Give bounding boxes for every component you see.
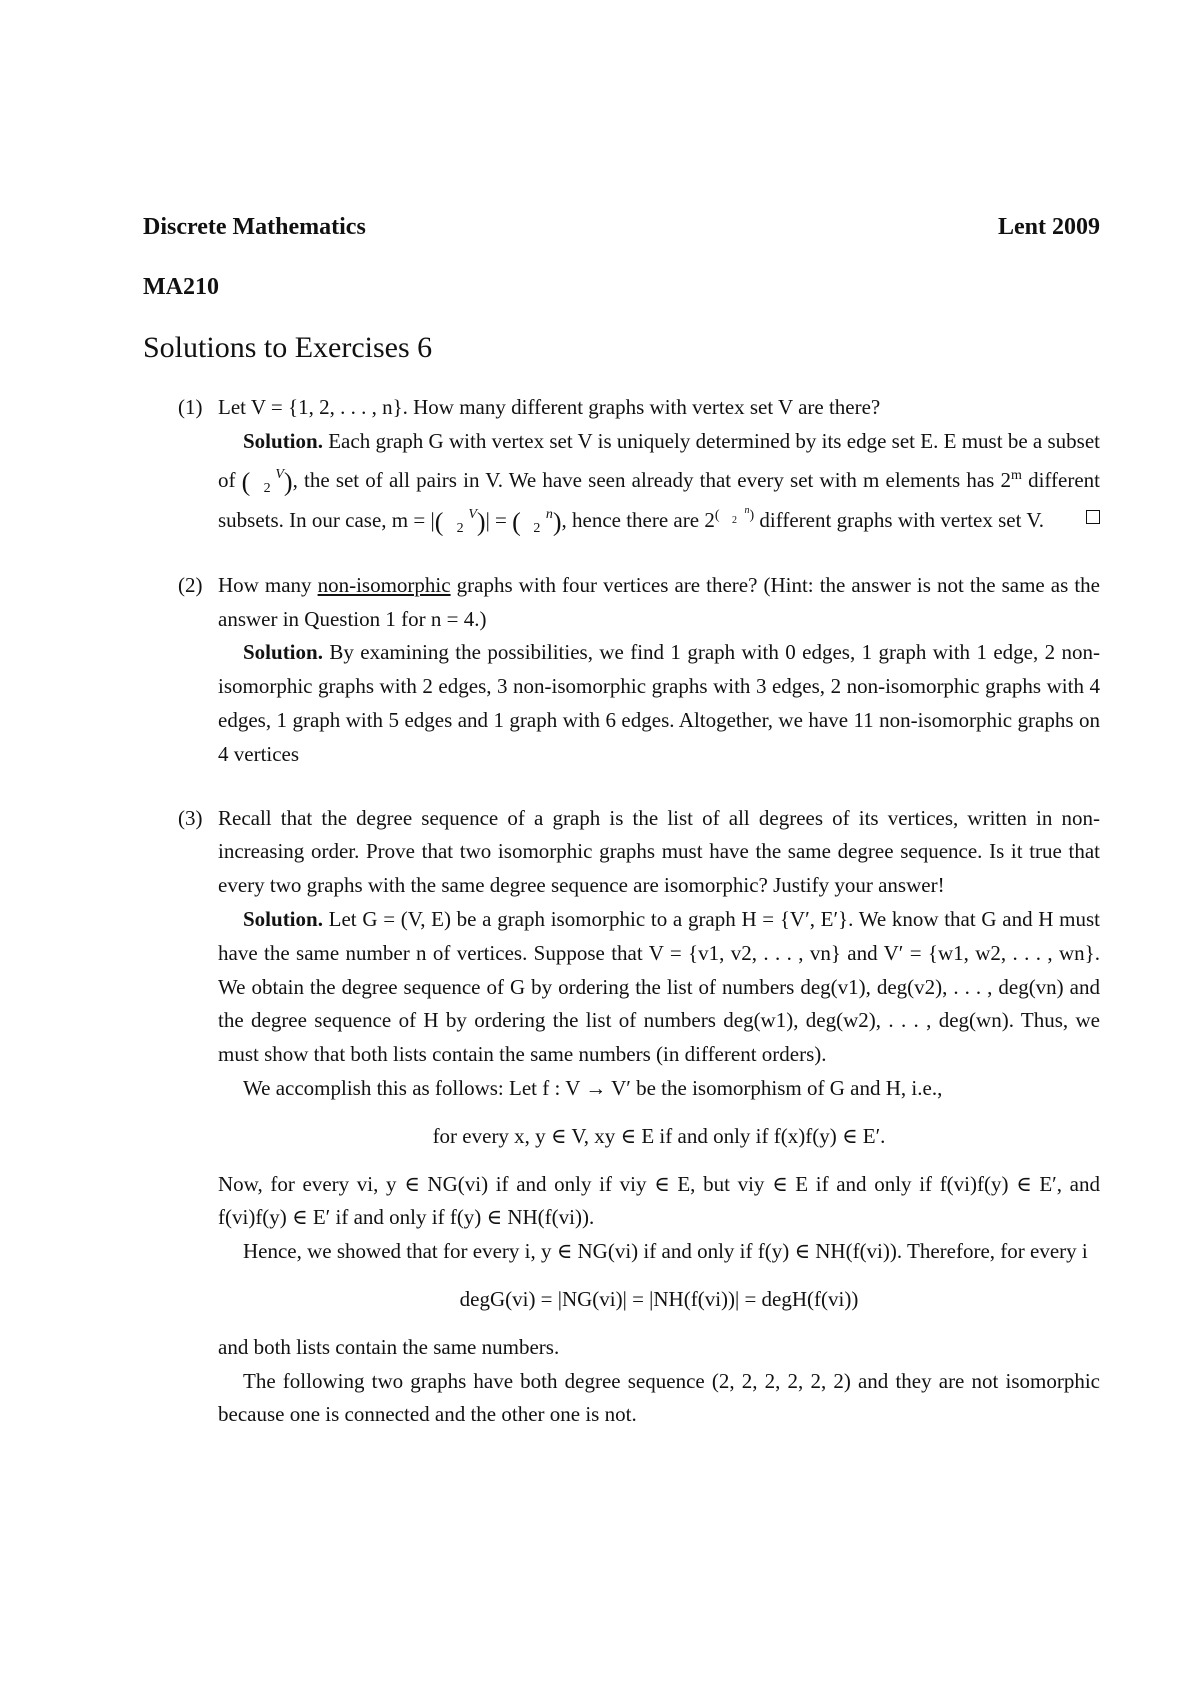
solution-paragraph-6: The following two graphs have both degree sequence (2, 2, 2, 2, 2, 2) and they are not isomorphic because one is connected and the other one is not.: [218, 1368, 1100, 1427]
question-number: (3): [178, 805, 203, 830]
question-text: Let V = {1, 2, . . . , n}. How many different graphs with vertex set V are there?: [218, 395, 881, 419]
underlined-term: non-isomorphic: [317, 572, 451, 597]
solution-label: Solution.: [243, 907, 323, 932]
question-number: (1): [178, 395, 203, 419]
solution-1: Solution. Each graph G with vertex set V is uniquely determined by its edge set E. E must be a subset of ( V 2 ), the set of all pairs in V. We have seen already that every set with m elements has 2$^m$ different subsets. In our case, m = |( V 2 )| = ( n 2 ), hence there are $2^{( n 2 )}$ different graphs with vertex set V.: [218, 428, 1100, 537]
solution-label: Solution.: [243, 640, 323, 665]
display-equation-2: degG(vi) = |NG(vi)| = |NH(f(vi))| = degH(f(vi)): [459, 1287, 859, 1312]
question-text-post: graphs with four vertices are there? (Hint: the answer is not the same as the answer in Question 1 for n = 4.): [218, 572, 1100, 631]
question-2: [143, 569, 1100, 772]
question-text-pre: How many: [218, 572, 318, 597]
solution-paragraph-5: and both lists contain the same numbers.: [218, 1334, 560, 1359]
solution-text-c: different subsets. In our case, m = |: [218, 467, 1100, 532]
course-name: Discrete Mathematics: [143, 214, 366, 240]
solution-text-f: different graphs with vertex set V.: [759, 507, 1045, 532]
question-1: [143, 391, 1100, 539]
display-equation-1: for every x, y ∈ V, xy ∈ E if and only if f(x)f(y) ∈ E′.: [432, 1123, 886, 1148]
solution-label: Solution.: [243, 428, 323, 453]
exponent-m: m: [1011, 467, 1022, 483]
question-3: [143, 802, 1100, 1433]
question-text: Recall that the degree sequence of a graph is the list of all degrees of its vertices, written in non-increasing order. Prove that two isomorphic graphs must have the same degree sequence. Is it true that every two graphs with the same degree sequence are isomorphic? Justify your answer!: [218, 805, 1100, 898]
page-title: Solutions to Exercises 6: [143, 331, 433, 364]
question-text: [218, 569, 1100, 637]
solution-text: Let G = (V, E) be a graph isomorphic to a graph H = {V′, E′}. We know that G and H must have the same number n of vertices. Suppose that V = {v1, v2, . . . , vn} and V′ = {w1, w2, . . . , wn}. We obtain the degree sequence of G by ordering the list of numbers deg(v1), deg(v2), . . . , deg(vn) and the degree sequence of H by ordering the list of numbers deg(w1), deg(w2), . . . , deg(wn). Thus, we must show that both lists contain the same numbers (in different orders).: [218, 907, 1100, 1067]
solution-text-a: Each graph G with vertex set V is uniquely determined by its edge set E. E must be a subset of: [218, 428, 1100, 492]
header-line: [143, 205, 1100, 249]
term: Lent 2009: [998, 214, 1100, 240]
solution-text-e: , hence there are 2: [561, 507, 715, 532]
solution-text: By examining the possibilities, we find 1 graph with 0 edges, 1 graph with 1 edge, 2 non-isomorphic graphs with 2 edges, 3 non-isomorphic graphs with 3 edges, 2 non-isomorphic graphs with 4 edges, 1 graph with 5 edges and 1 graph with 6 edges. Altogether, we have 11 non-isomorphic graphs on 4 vertices: [218, 640, 1101, 766]
solution-paragraph-3: Now, for every vi, y ∈ NG(vi) if and only if viy ∈ E, but viy ∈ E if and only if f(vi)f(y) ∈ E′, and f(vi)f(y) ∈ E′ if and only if f(y) ∈ NH(f(vi)).: [218, 1171, 1100, 1230]
question-number: (2): [178, 572, 203, 597]
solution-paragraph-4: Hence, we showed that for every i, y ∈ NG(vi) if and only if f(y) ∈ NH(f(vi)). Therefore, for every i: [243, 1239, 1088, 1264]
qed-icon: [1061, 499, 1100, 533]
solution-2: [218, 636, 1100, 771]
document-page: [143, 205, 1100, 1462]
solution-text-b: , the set of all pairs in V. We have seen already that every set with m elements has 2: [292, 467, 1012, 492]
course-code: MA210: [143, 274, 219, 300]
solution-text-d: | =: [485, 507, 507, 532]
solution-3: [218, 903, 1100, 1072]
solution-paragraph-2: We accomplish this as follows: Let f : V → V′ be the isomorphism of G and H, i.e.,: [243, 1076, 943, 1101]
